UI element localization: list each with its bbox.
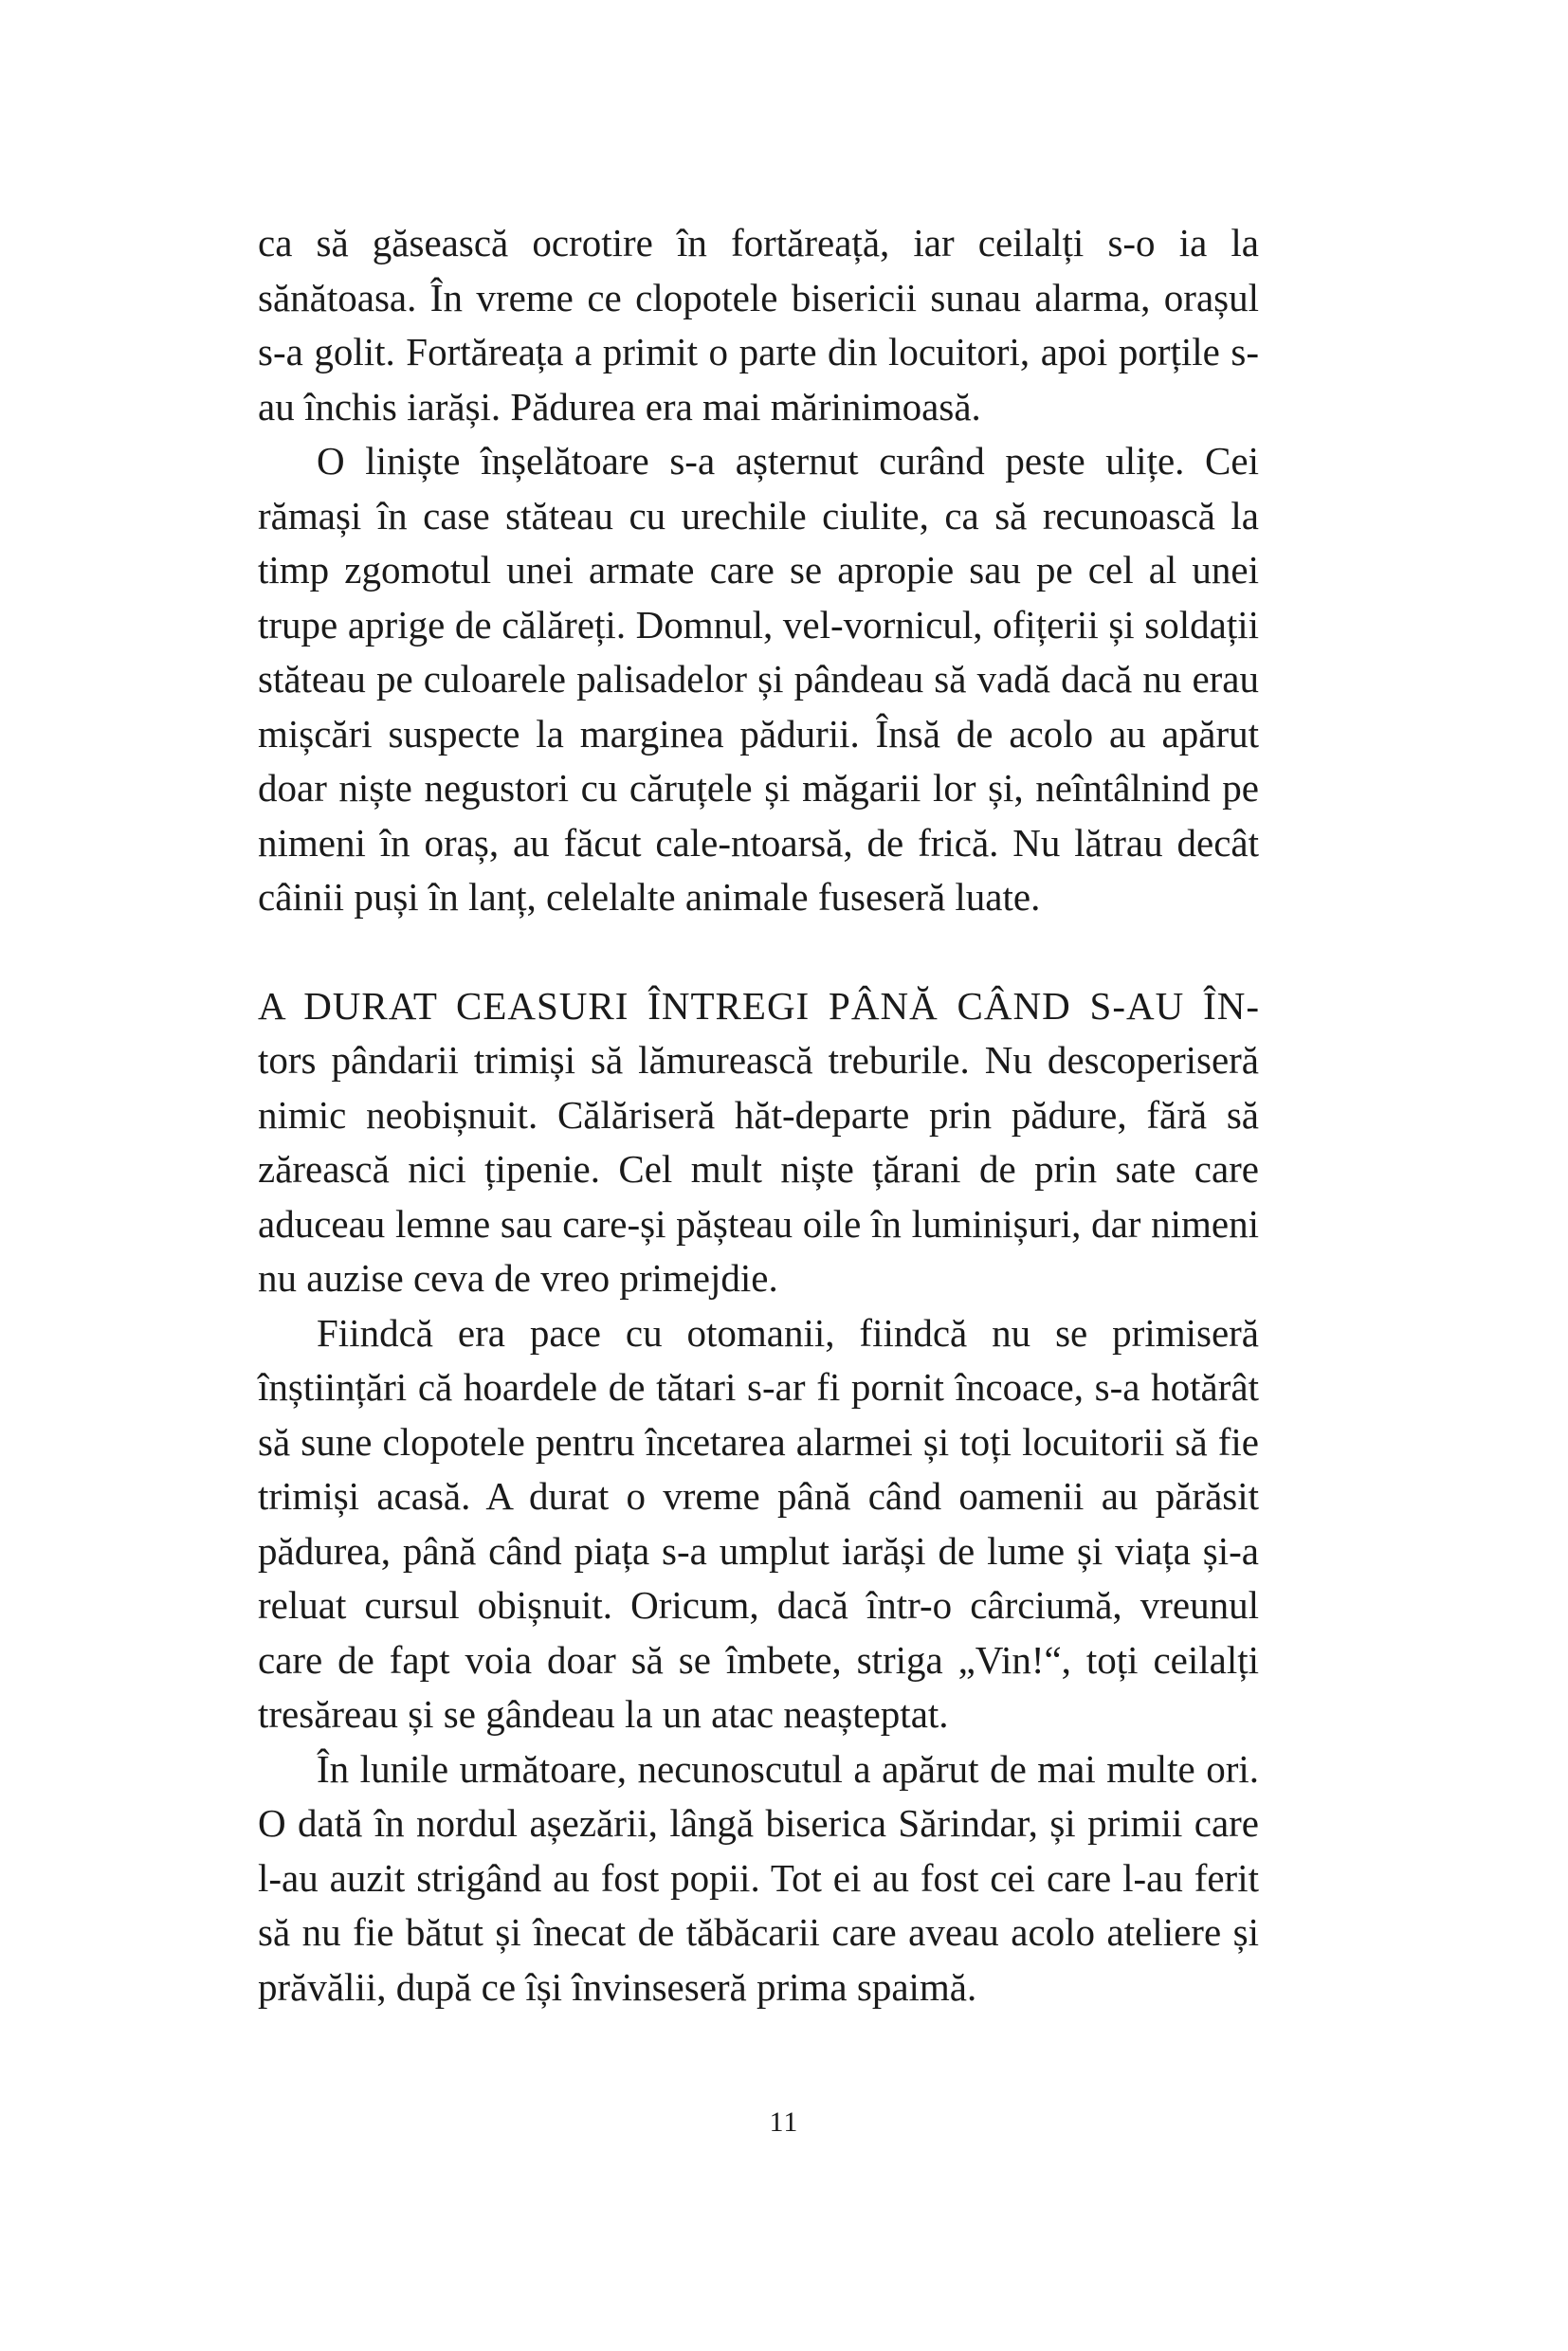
paragraph-3: A DURAT CEASURI ÎNTREGI PÂNĂ CÂND S-AU ÎN-tors pândarii trimiși să lămurească treburile. Nu descoperiseră nimic neobișnuit. Călăriseră hăt-departe prin pădure, fără să zărească nici țipenie. Cel mult niște țărani de prin sate care aduceau lemne sau care-și pășteau oile în luminișuri, dar nimeni nu auzise ceva de vreo primejdie. [258,983,1259,1300]
paragraph-4: Fiindcă era pace cu otomanii, fiindcă nu se primiseră înștiințări că hoardele de tătari s-ar fi pornit încoace, s-a hotărât să sune clopotele pentru încetarea alarmei și toți locuitorii să fie trimiși acasă. A durat o vreme până când oamenii au părăsit pădurea, până când piața s-a umplut iarăși de lume și viața și-a reluat cursul obișnuit. Oricum, dacă într-o cârciumă, vreunul care de fapt voia doar să se îmbete, striga „Vin!“, toți ceilalți tresăreau și se gândeau la un atac neașteptat. [258,1310,1259,1736]
section-opening-smallcaps: A DURAT CEASURI ÎNTREGI PÂNĂ CÂND S-AU ÎN [258,983,1247,1028]
paragraph-5: În lunile următoare, necunoscutul a apărut de mai multe ori. O dată în nordul așezării, lângă biserica Sărindar, și primii care l-au auzit strigând au fost popii. Tot ei au fost cei care l-au ferit să nu fie bătut și înecat de tăbăcarii care aveau acolo ateliere și prăvălii, după ce își învinseseră prima spaimă. [258,1746,1259,2009]
body-text [258,216,1259,2014]
paragraph-3-body: tors pândarii trimiși să lămurească treburile. Nu descoperiseră nimic neobișnuit. Călăriseră hăt-departe prin pădure, fără să zărească nici țipenie. Cel mult niște țărani de prin sate care aduceau lemne sau care-și pășteau oile în luminișuri, dar nimeni nu auzise ceva de vreo primejdie. [258,1038,1259,1300]
paragraph-1: ca să găsească ocrotire în fortăreață, iar ceilalți s-o ia la sănătoasa. În vreme ce clopotele bisericii sunau alarma, orașul s-a golit. Fortăreața a primit o parte din locuitori, apoi porțile s-au închis iarăși. Pădurea era mai mărinimoasă. [258,221,1259,428]
page-number: 11 [769,2106,799,2138]
paragraph-2: O liniște înșelătoare s-a așternut curând peste ulițe. Cei rămași în case stăteau cu urechile ciulite, ca să recunoască la timp zgomotul unei armate care se apropie sau pe cel al unei trupe aprige de călăreți. Domnul, vel-vornicul, ofițerii și soldații stăteau pe culoarele palisadelor și pândeau să vadă dacă nu erau mișcări suspecte la marginea pădurii. Însă de acolo au apărut doar niște negustori cu căruțele și măgarii lor și, neîntâlnind pe nimeni în oraș, au făcut cale-ntoarsă, de frică. Nu lătrau decât câinii puși în lanț, celelalte animale fuseseră luate. [258,439,1259,919]
